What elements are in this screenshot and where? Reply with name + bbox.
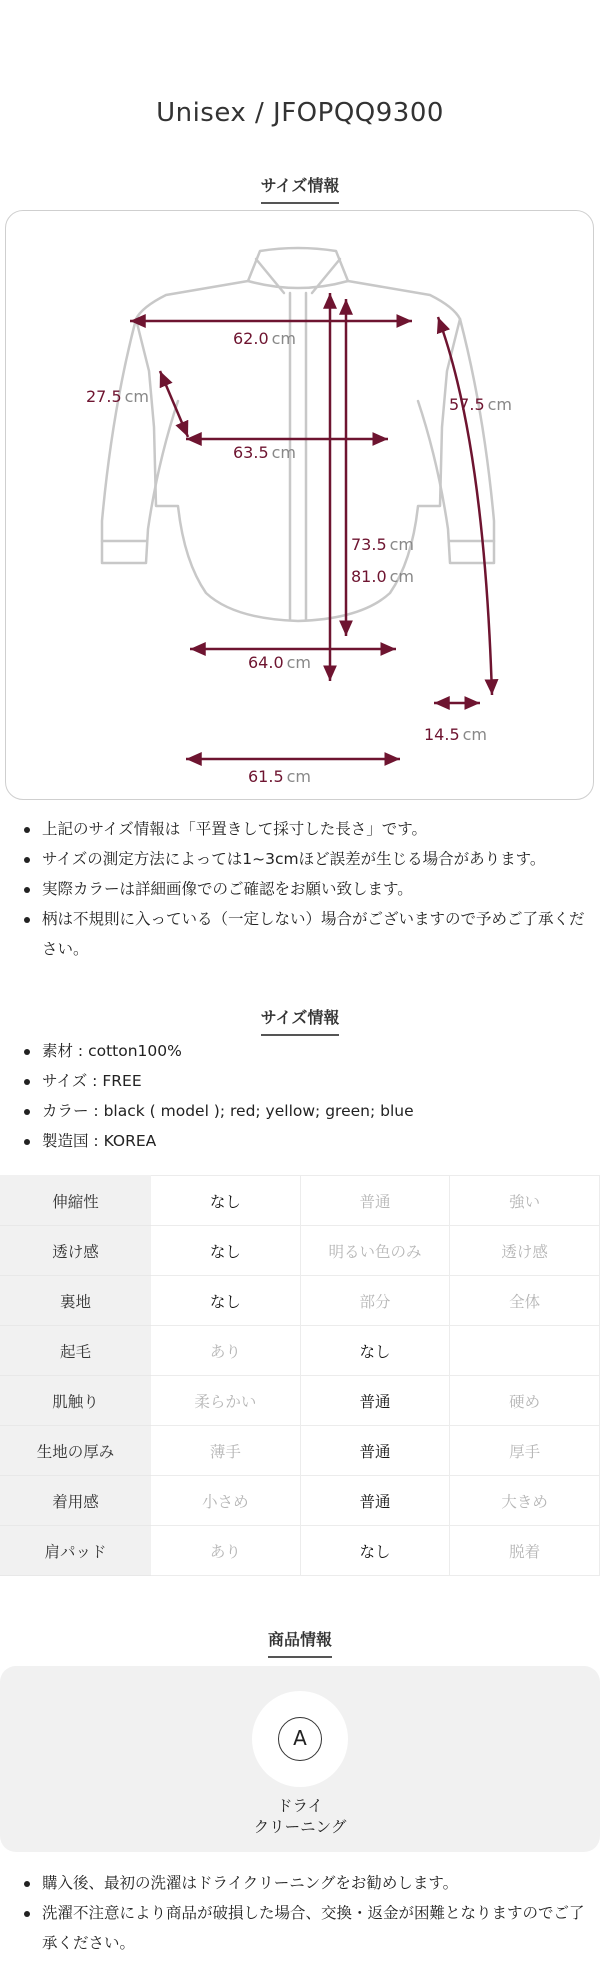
attribute-option: なし [300,1526,450,1576]
attribute-row [1,1426,600,1476]
measurement-label-shoulder: 62.0 cm [233,329,297,348]
attribute-option: なし [151,1276,301,1326]
list-item: 洗濯不注意により商品が破損した場合、交換・返金が困難となりますのでご了承ください。 [22,1898,588,1958]
attribute-option: 普通 [300,1426,450,1476]
list-item: カラー : black ( model ); red; yellow; green; blue [22,1096,588,1126]
product-info-heading-text: 商品情報 [268,1627,332,1658]
attribute-label: 透け感 [1,1226,151,1276]
measurement-label-armhole: 27.5 cm [86,387,150,406]
left-sleeve [102,319,178,563]
list-item: 柄は不規則に入っている（一定しない）場合がございますので予めご了承ください。 [22,904,588,964]
attribute-row [1,1226,600,1276]
measurement-label-hem: 61.5 cm [248,767,312,786]
shirt-diagram-svg [6,211,595,801]
attribute-row [1,1476,600,1526]
care-icon-circle [252,1691,348,1787]
spec-heading-text: サイズ情報 [261,1005,340,1036]
attribute-row [1,1276,600,1326]
attribute-label: 起毛 [1,1326,151,1376]
list-item: 製造国 : KOREA [22,1126,588,1156]
shirt-outline [102,248,494,621]
attribute-option: 小さめ [151,1476,301,1526]
list-item: 素材 : cotton100% [22,1036,588,1066]
attribute-option: なし [151,1176,301,1226]
product-title: Unisex / JFOPQQ9300 [156,98,444,128]
measurement-label-sleeve: 57.5 cm [449,395,513,414]
attribute-option: 全体 [450,1276,600,1326]
attribute-row [1,1526,600,1576]
attribute-label: 伸縮性 [1,1176,151,1226]
armhole-line [160,371,188,437]
size-info-heading [0,173,600,204]
attribute-option: 普通 [300,1476,450,1526]
measurement-label-chest: 63.5 cm [233,443,297,462]
right-sleeve [418,319,494,563]
spec-list [22,1036,588,1156]
product-info-notes [22,1868,588,1958]
attribute-option: 普通 [300,1376,450,1426]
list-item: 上記のサイズ情報は「平置きして採寸した長さ」です。 [22,814,588,844]
attribute-row [1,1176,600,1226]
attribute-option: 硬め [450,1376,600,1426]
measurement-label-waist: 64.0 cm [248,653,312,672]
attribute-option: 厚手 [450,1426,600,1476]
list-item: サイズの測定方法によっては1~3cmほど誤差が生じる場合があります。 [22,844,588,874]
list-item: 実際カラーは詳細画像でのご確認をお願い致します。 [22,874,588,904]
attribute-option: 大きめ [450,1476,600,1526]
attribute-row [1,1376,600,1426]
attribute-option: 脱着 [450,1526,600,1576]
size-diagram [5,210,594,800]
product-info-heading [0,1627,600,1658]
attribute-option: 強い [450,1176,600,1226]
attribute-label: 着用感 [1,1476,151,1526]
care-label-line1: ドライ [276,1797,324,1815]
size-notes-list [22,814,588,964]
attribute-option: なし [151,1226,301,1276]
fabric-attribute-table [0,1175,600,1576]
measurement-label-back-length: 73.5 cm [351,535,415,554]
dry-clean-icon: A [278,1717,322,1761]
measurement-label-cuff: 14.5 cm [424,725,488,744]
attribute-option: 柔らかい [151,1376,301,1426]
spec-heading [0,1005,600,1036]
attribute-option: 透け感 [450,1226,600,1276]
attribute-option: あり [151,1526,301,1576]
attribute-option: あり [151,1326,301,1376]
attribute-option [450,1326,600,1376]
care-instructions-box [0,1666,600,1852]
attribute-option: 薄手 [151,1426,301,1476]
attribute-option: 普通 [300,1176,450,1226]
care-label-line2: クリーニング [253,1818,347,1836]
attribute-row [1,1326,600,1376]
attribute-label: 肩パッド [1,1526,151,1576]
attribute-label: 裏地 [1,1276,151,1326]
attribute-option: 部分 [300,1276,450,1326]
list-item: 購入後、最初の洗濯はドライクリーニングをお勧めします。 [22,1868,588,1898]
measurement-label-total-length: 81.0 cm [351,567,415,586]
care-label [0,1796,600,1838]
attribute-option: なし [300,1326,450,1376]
attribute-label: 肌触り [1,1376,151,1426]
attribute-option: 明るい色のみ [300,1226,450,1276]
size-info-heading-text: サイズ情報 [261,173,340,204]
attribute-label: 生地の厚み [1,1426,151,1476]
list-item: サイズ : FREE [22,1066,588,1096]
measurement-lines [130,293,492,759]
